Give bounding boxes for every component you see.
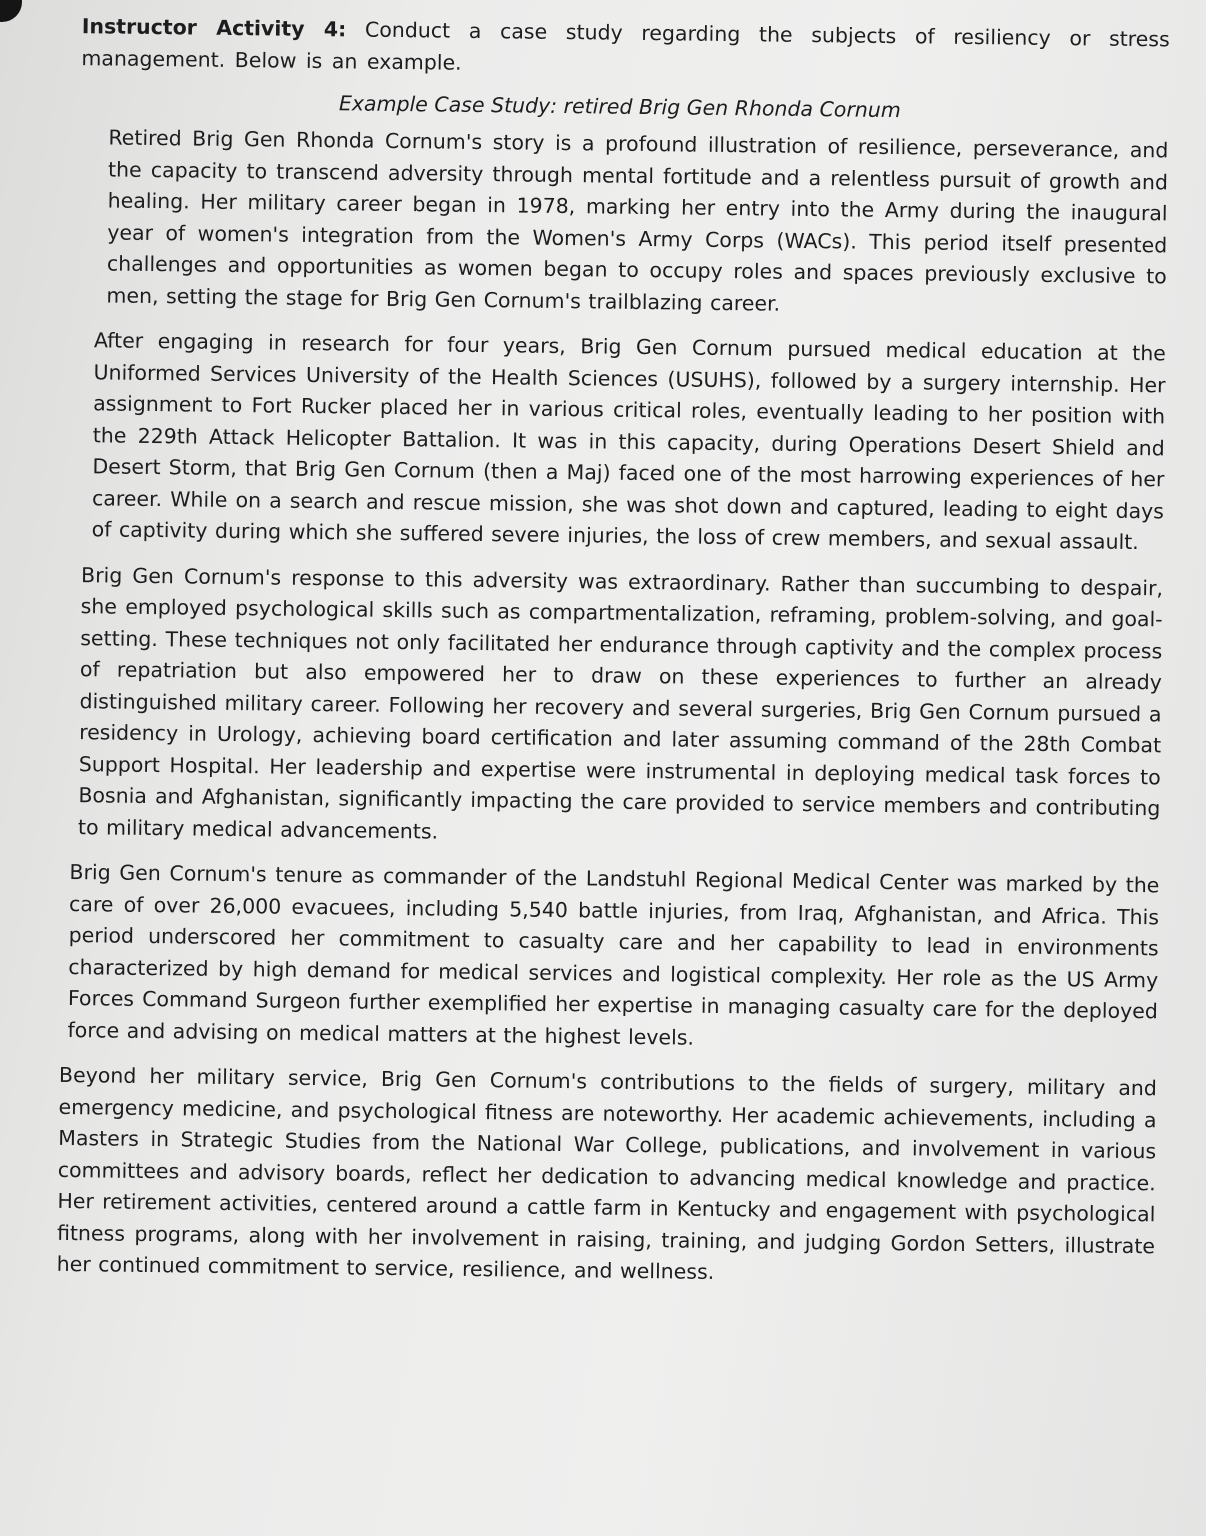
paragraph-landstuhl: Brig Gen Cornum's tenure as commander of the Landstuhl Regional Medical Center was marked by the care of over 26,000 evacuees, including 5,540 battle injuries, from Iraq, Afghanistan, and Africa. This period underscored her commitment to casualty care and her capability to lead in environments characterized by high demand for medical services and logistical complexity. Her role as the US Army Forces Command Surgeon further exemplified her expertise in managing casualty care for the deployed force and advising on medical matters at the highest levels. bbox=[67, 860, 1160, 1050]
activity-label: Instructor Activity 4: bbox=[81, 14, 347, 42]
activity-text: Conduct a case study regarding the subjects of resiliency or stress management. Below is an example. bbox=[81, 17, 1170, 75]
document-page bbox=[56, 10, 1170, 1308]
paragraph-response: Brig Gen Cornum's response to this adversity was extraordinary. Rather than succumbing to despair, she employed psychological skills such as compartmentalization, reframing, problem-solving, and goal-setting. These techniques not only facilitated her endurance through captivity and the complex process of repatriation but also empowered her to draw on these experiences to further an already distinguished military career. Following her recovery and several surgeries, Brig Gen Cornum pursued a residency in Urology, achieving board certification and later assuming command of the 28th Combat Support Hospital. Her leadership and expertise were instrumental in deploying medical task forces to Bosnia and Afghanistan, significantly impacting the care provided to service members and contributing to military medical advancements. bbox=[77, 562, 1164, 844]
activity-instructions bbox=[81, 10, 1170, 87]
paragraph-captivity: After engaging in research for four years, Brig Gen Cornum pursued medical education at the Uniformed Services University of the Health Sciences (USUHS), followed by a surgery internship. Her assignment to Fort Rucker placed her in various critical roles, eventually leading to her position with the 229th Attack Helicopter Battalion. It was in this capacity, during Operations Desert Shield and Desert Storm, that Brig Gen Cornum (then a Maj) faced one of the most harrowing experiences of her career. While on a search and rescue mission, she was shot down and captured, leading to eight days of captivity during which she suffered severe injuries, the loss of crew members, and sexual assault. bbox=[91, 328, 1167, 555]
page-corner-shadow bbox=[0, 0, 22, 22]
case-study-title: Example Case Study: retired Brig Gen Rhonda Cornum bbox=[338, 91, 901, 123]
paragraph-career-start: Retired Brig Gen Rhonda Cornum's story is a profound illustration of resilience, perseverance, and the capacity to transcend adversity through mental fortitude and a relentless pursuit of growth and healing. Her military career began in 1978, marking her entry into the Army during the inaugural year of women's integration from the Women's Army Corps (WACs). This period itself presented challenges and opportunities as women began to occupy roles and spaces previously exclusive to men, setting the stage for Brig Gen Cornum's trailblazing career. bbox=[106, 125, 1169, 316]
paragraph-beyond-service: Beyond her military service, Brig Gen Cornum's contributions to the fields of surgery, military and emergency medicine, and psychological fitness are noteworthy. Her academic achievements, including a Masters in Strategic Studies from the National War College, publications, and involvement in various committees and advisory boards, reflect her dedication to advancing medical knowledge and practice. Her retirement activities, centered around a cattle farm in Kentucky and engagement with psychological fitness programs, along with her involvement in raising, training, and judging Gordon Setters, illustrate her continued commitment to service, resilience, and wellness. bbox=[56, 1062, 1158, 1284]
